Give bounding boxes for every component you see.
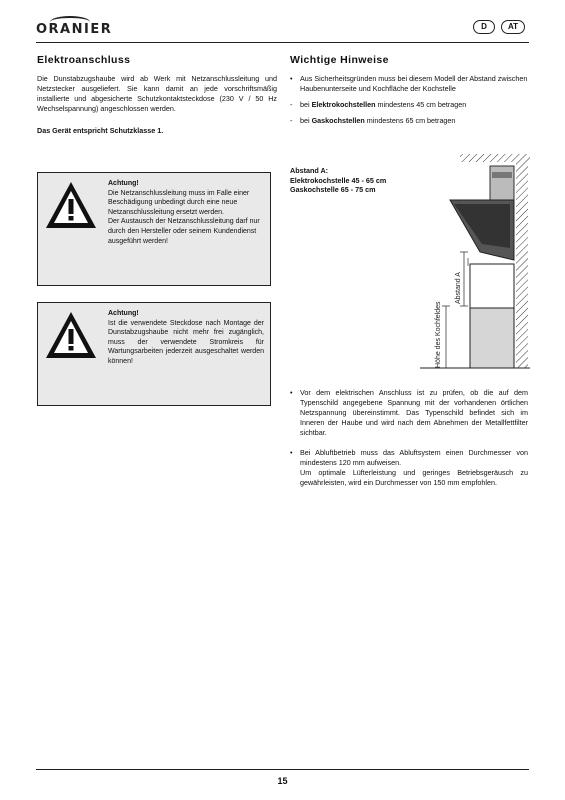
list-item-text: Vor dem elektrischen Anschluss ist zu prüfen, ob die auf dem Typenschild angegebene Spannung mit der vorhandenen örtlichen Netzspannung übereinstimmt. Das Typenschild befindet sich im Inneren der Haube und wird nach dem Abnehmen der Metallfettfilter sichtbar. — [300, 388, 528, 437]
header-rule — [36, 42, 529, 43]
list-item — [290, 448, 528, 488]
list-item — [290, 388, 528, 438]
notes-list — [290, 74, 530, 126]
warning-text: Ist die verwendete Steckdose nach Montage der Dunstabzugshaube nicht mehr frei zugänglich, muss der verwendete Stromkreis für Wartungsarbeiten jederzeit ausgeschaltet werden können! — [108, 319, 264, 365]
list-item-text: bei — [300, 100, 312, 109]
language-badges — [473, 20, 525, 34]
language-badge-at: AT — [501, 20, 525, 34]
abstand-title: Abstand A: — [290, 166, 329, 175]
section-title-wichtige-hinweise: Wichtige Hinweise — [290, 54, 389, 66]
language-badge-d: D — [473, 20, 495, 34]
list-item-text: Aus Sicherheitsgründen muss bei diesem Modell der Abstand zwischen Haubenunterseite und Kochfläche der Kochstelle — [300, 74, 528, 93]
page-number: 15 — [277, 776, 288, 786]
warning-icon — [38, 303, 104, 405]
logo-text: ORANIER — [36, 22, 113, 37]
warning-text: Der Austausch der Netzanschlussleitung darf nur durch den Hersteller oder seinem Kundendienst ausgeführt werden! — [108, 218, 260, 245]
notes-list — [290, 388, 528, 488]
elektroanschluss-paragraph: Die Dunstabzugshaube wird ab Werk mit Netzanschlussleitung und Netzstecker ausgeliefert. Sie kann damit an jede vorschriftsmäßig installierte und abgesicherte Schutzkontaktsteckdose (230 V / 50 Hz Wechselspannung) angeschlossen werden. — [37, 74, 277, 113]
oranier-logo — [36, 22, 112, 37]
list-item — [290, 74, 530, 94]
list-item-text: mindestens 65 cm betragen — [364, 116, 456, 125]
list-item-text: Bei Abluftbetrieb muss das Abluftsystem einen Durchmesser von mindestens 120 mm aufweisen. — [300, 448, 528, 467]
warning-box-cable — [37, 172, 271, 286]
warning-text: Die Netzanschlussleitung muss im Falle einer Beschädigung unbedingt durch eine neue Netzanschlussleitung ersetzt werden. — [108, 189, 250, 216]
list-item — [290, 116, 530, 126]
notes-bottom — [290, 388, 528, 498]
hood-distance-diagram — [420, 154, 530, 376]
abstand-spec — [290, 166, 386, 195]
logo-arc — [50, 16, 90, 28]
list-item-text: Um optimale Lüfterleistung und geringes Betriebsgeräusch zu gewährleisten, wird ein Durchmesser von 150 mm empfohlen. — [300, 468, 528, 487]
diagram-label-abstand-a: Abstand A — [455, 272, 462, 304]
diagram-label-hoehe: Höhe des Kochfeldes — [435, 301, 442, 368]
safety-class-note: Das Gerät entspricht Schutzklasse 1. — [37, 126, 164, 135]
section-title-elektroanschluss: Elektroanschluss — [37, 54, 131, 66]
left-column — [37, 54, 277, 135]
abstand-elektro: Elektrokochstelle 45 - 65 cm — [290, 175, 387, 185]
abstand-gas: Gaskochstelle 65 - 75 cm — [290, 185, 376, 194]
list-item-bold: Gaskochstellen — [311, 116, 365, 125]
warning-box-socket — [37, 302, 271, 406]
warning-title: Achtung! — [108, 310, 139, 317]
warning-icon — [38, 173, 104, 285]
right-column — [290, 54, 530, 132]
list-item-text: bei — [300, 116, 312, 125]
warning-title: Achtung! — [108, 180, 139, 187]
footer-rule — [36, 769, 529, 770]
list-item — [290, 100, 530, 110]
list-item-bold: Elektrokochstellen — [311, 100, 376, 109]
list-item-text: mindestens 45 cm betragen — [375, 100, 467, 109]
